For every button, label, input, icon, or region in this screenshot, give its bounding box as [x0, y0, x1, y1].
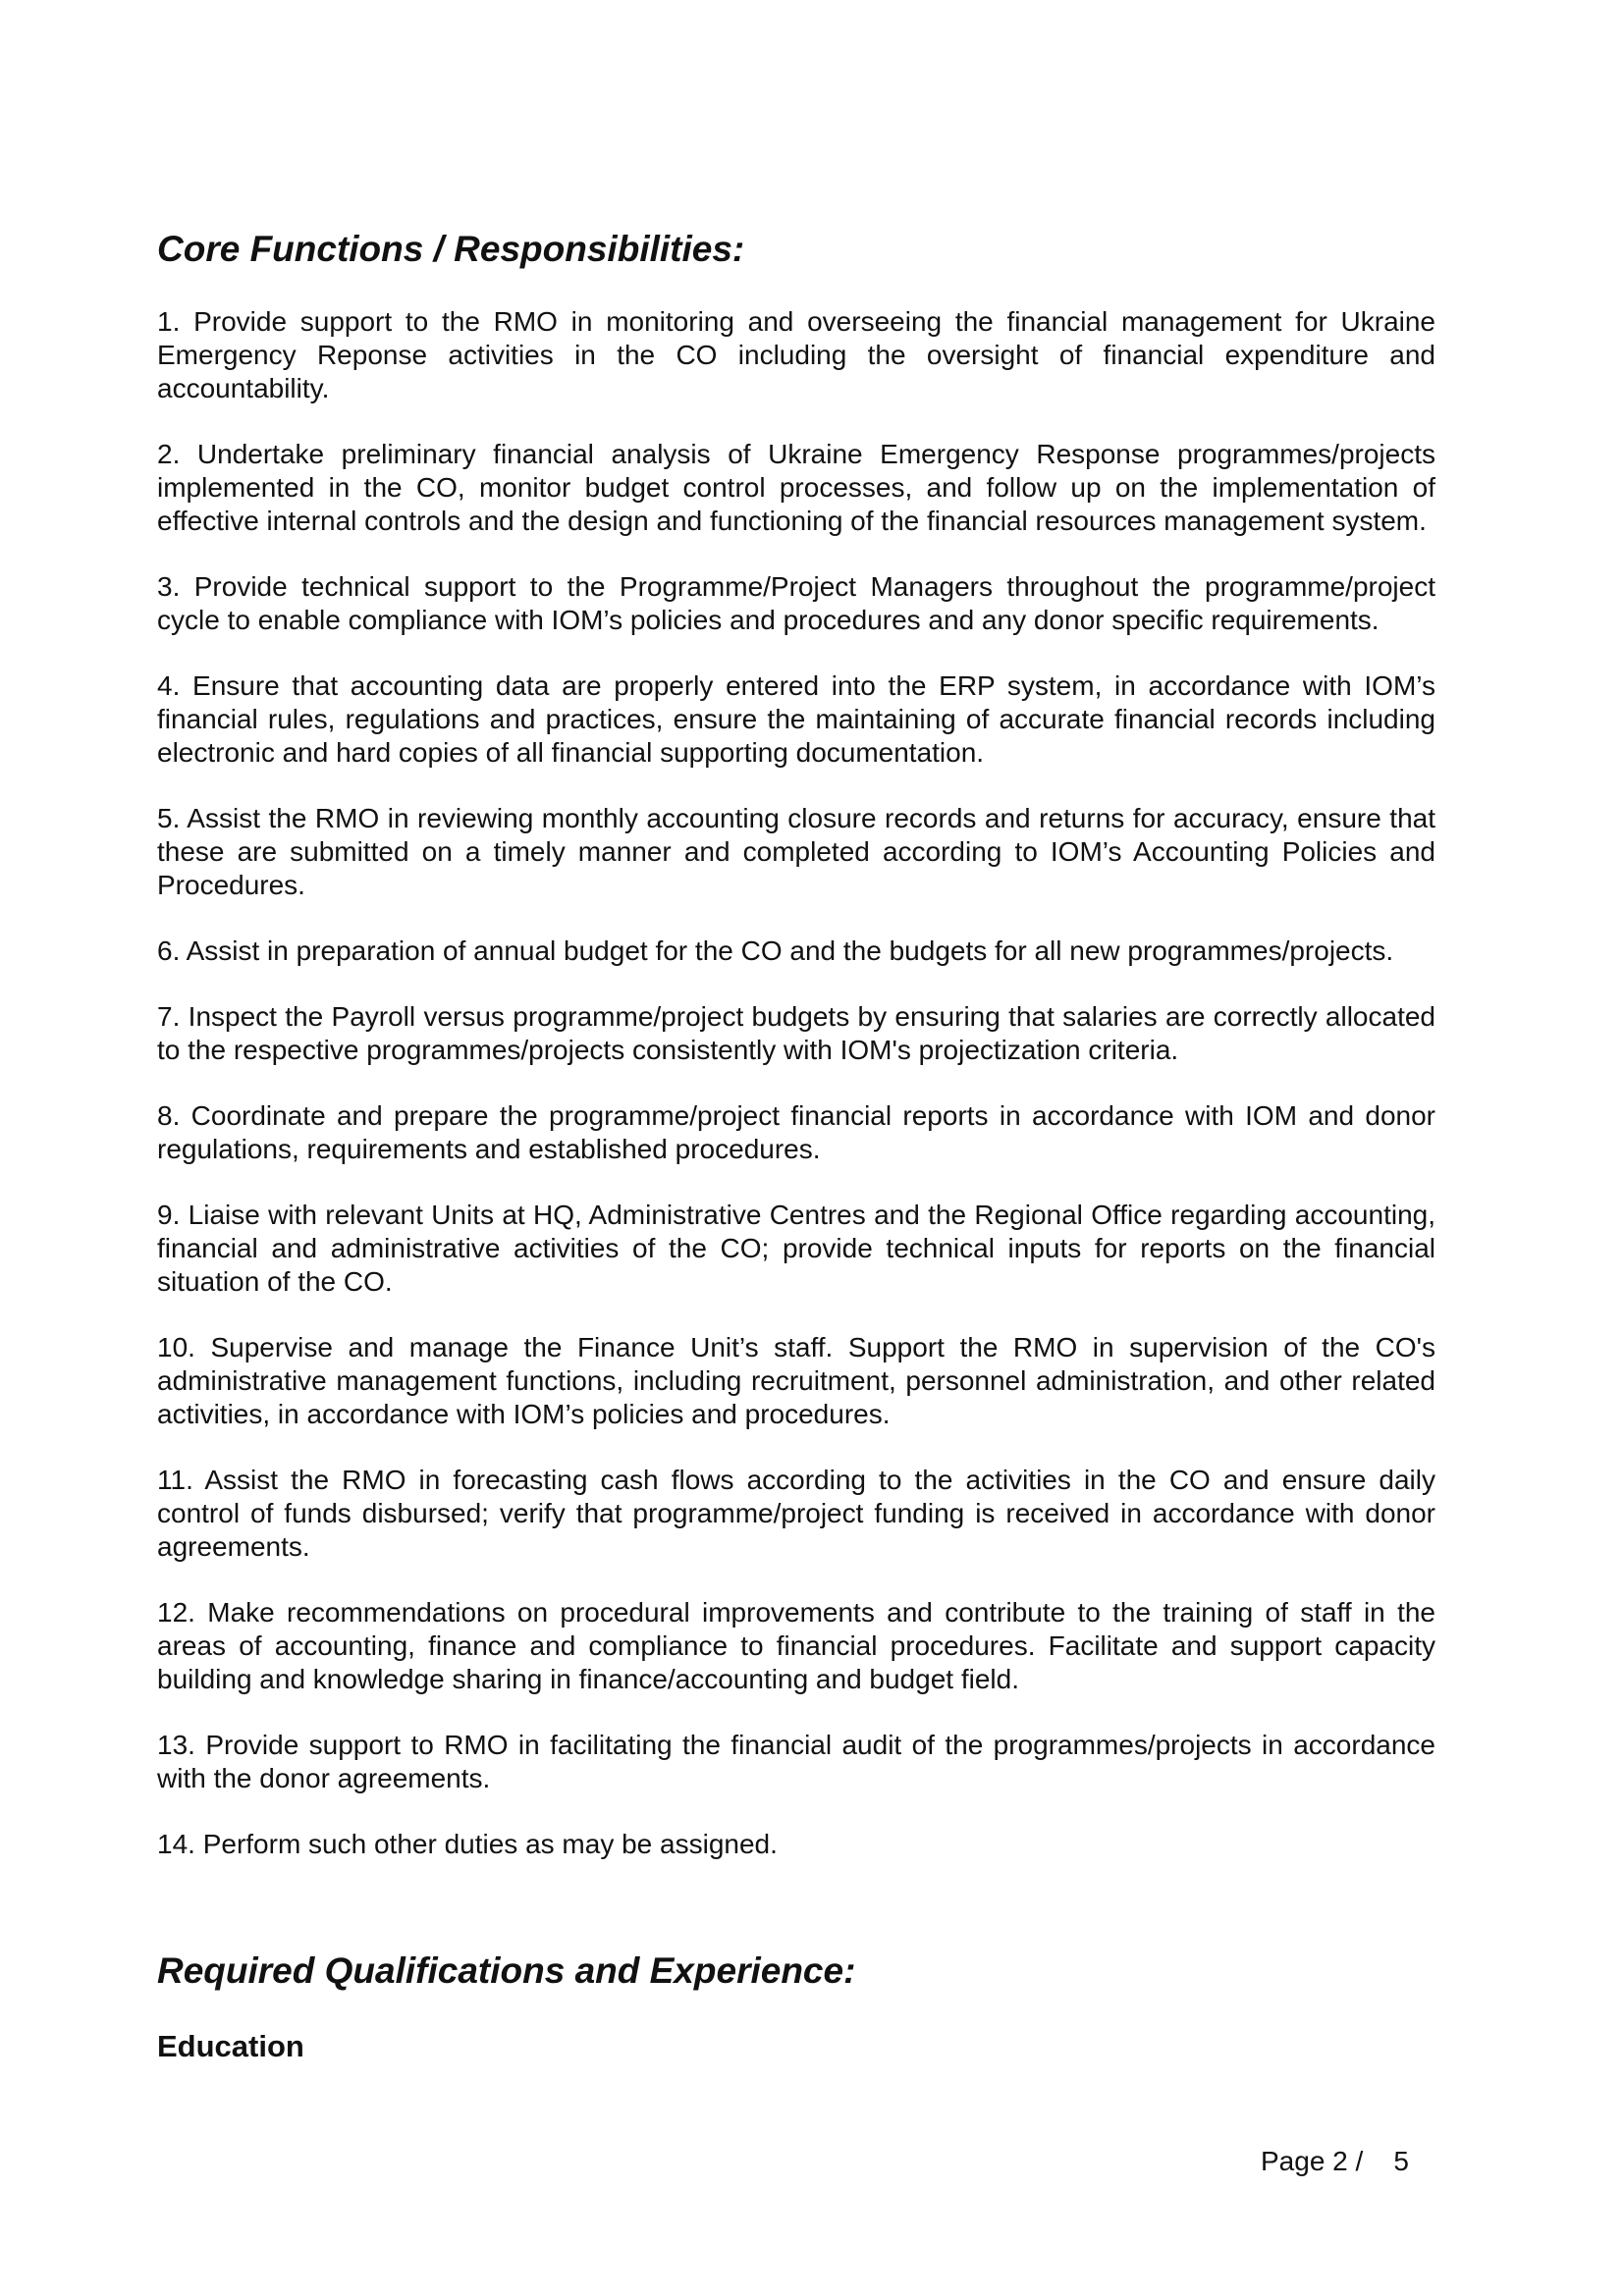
responsibility-item: 5. Assist the RMO in reviewing monthly accounting closure records and returns for accuracy, ensure that these are submitted on a timely manner and completed according to IOM’s Accounting Policies and Procedures. — [157, 803, 1435, 901]
qualifications-section — [157, 1949, 1435, 2064]
document-body — [157, 228, 1435, 2064]
responsibility-item: 13. Provide support to RMO in facilitating the financial audit of the programmes/projects in accordance with the donor agreements. — [157, 1730, 1435, 1794]
responsibility-item: 6. Assist in preparation of annual budget for the CO and the budgets for all new programmes/projects. — [157, 935, 1394, 967]
page-number: Page 2 / 5 — [1261, 2146, 1409, 2176]
core-functions-heading: Core Functions / Responsibilities: — [157, 229, 745, 269]
responsibility-item: 7. Inspect the Payroll versus programme/project budgets by ensuring that salaries are correctly allocated to the respective programmes/projects consistently with IOM's projectization criteria. — [157, 1001, 1435, 1066]
responsibility-item: 4. Ensure that accounting data are properly entered into the ERP system, in accordance with IOM’s financial rules, regulations and practices, ensure the maintaining of accurate financial records including electronic and hard copies of all financial supporting documentation. — [157, 670, 1435, 769]
responsibility-item: 2. Undertake preliminary financial analysis of Ukraine Emergency Response programmes/projects implemented in the CO, monitor budget control processes, and follow up on the implementation of effective internal controls and the design and functioning of the financial resources management system. — [157, 439, 1435, 537]
responsibility-item: 1. Provide support to the RMO in monitoring and overseeing the financial management for Ukraine Emergency Reponse activities in the CO including the oversight of financial expenditure and accountability. — [157, 306, 1435, 404]
responsibility-item: 8. Coordinate and prepare the programme/project financial reports in accordance with IOM and donor regulations, requirements and established procedures. — [157, 1100, 1435, 1165]
responsibility-item: 3. Provide technical support to the Programme/Project Managers throughout the programme/project cycle to enable compliance with IOM’s policies and procedures and any donor specific requirements. — [157, 571, 1435, 636]
education-subheading: Education — [157, 2028, 304, 2063]
responsibility-item: 12. Make recommendations on procedural improvements and contribute to the training of staff in the areas of accounting, finance and compliance to financial procedures. Facilitate and support capacity building and knowledge sharing in finance/accounting and budget field. — [157, 1597, 1435, 1695]
responsibility-item: 10. Supervise and manage the Finance Unit’s staff. Support the RMO in supervision of the CO's administrative management functions, including recruitment, personnel administration, and other related activities, in accordance with IOM’s policies and procedures. — [157, 1332, 1435, 1430]
responsibility-item: 11. Assist the RMO in forecasting cash flows according to the activities in the CO and ensure daily control of funds disbursed; verify that programme/project funding is received in accordance with donor agreements. — [157, 1465, 1435, 1563]
qualifications-heading: Required Qualifications and Experience: — [157, 1950, 856, 1992]
responsibilities-list — [157, 305, 1435, 1861]
responsibility-item: 14. Perform such other duties as may be assigned. — [157, 1829, 778, 1860]
responsibility-item: 9. Liaise with relevant Units at HQ, Administrative Centres and the Regional Office regarding accounting, financial and administrative activities of the CO; provide technical inputs for reports on the financial situation of the CO. — [157, 1200, 1435, 1298]
